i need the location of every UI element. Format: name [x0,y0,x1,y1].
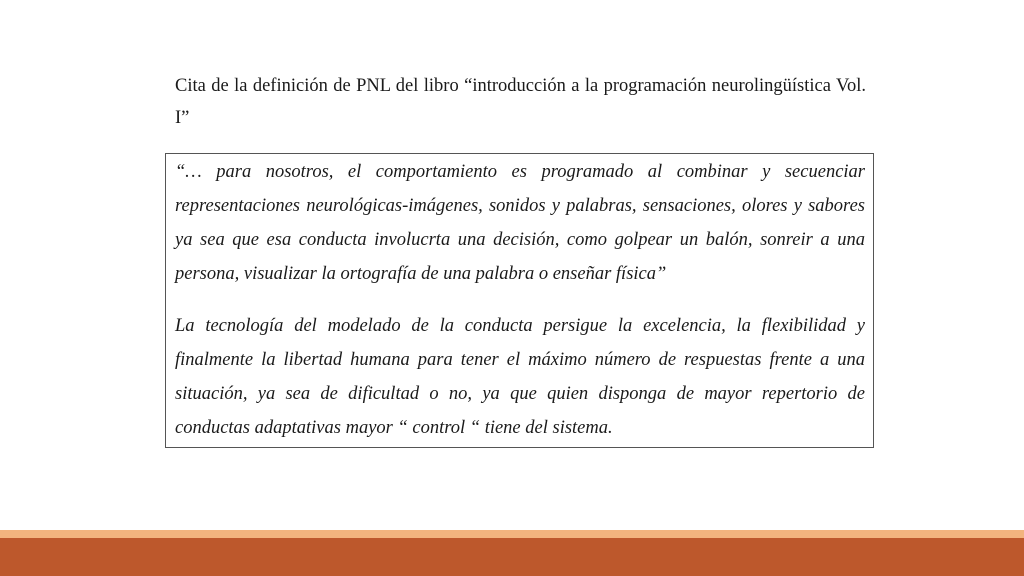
intro-citation-text: Cita de la definición de PNL del libro “introducción a la programación neurolingüística Vol. I” [175,76,866,128]
quote-box [165,153,874,448]
quote-paragraph-2: La tecnología del modelado de la conducta persigue la excelencia, la flexibilidad y finalmente la libertad humana para tener el máximo número de respuestas frente a una situación, ya sea de dificultad o no, ya que quien disponga de mayor repertorio de conductas adaptativas mayor “ control “ tiene del sistema. [175,316,865,438]
footer-band-dark [0,538,1024,576]
footer-band-light [0,530,1024,538]
quote-paragraph-1: “… para nosotros, el comportamiento es programado al combinar y secuenciar representaciones neurológicas-imágenes, sonidos y palabras, sensaciones, olores y sabores ya sea que esa conducta involucrta una decisión, como golpear un balón, sonreir a una persona, visualizar la ortografía de una palabra o enseñar física” [175,162,865,284]
